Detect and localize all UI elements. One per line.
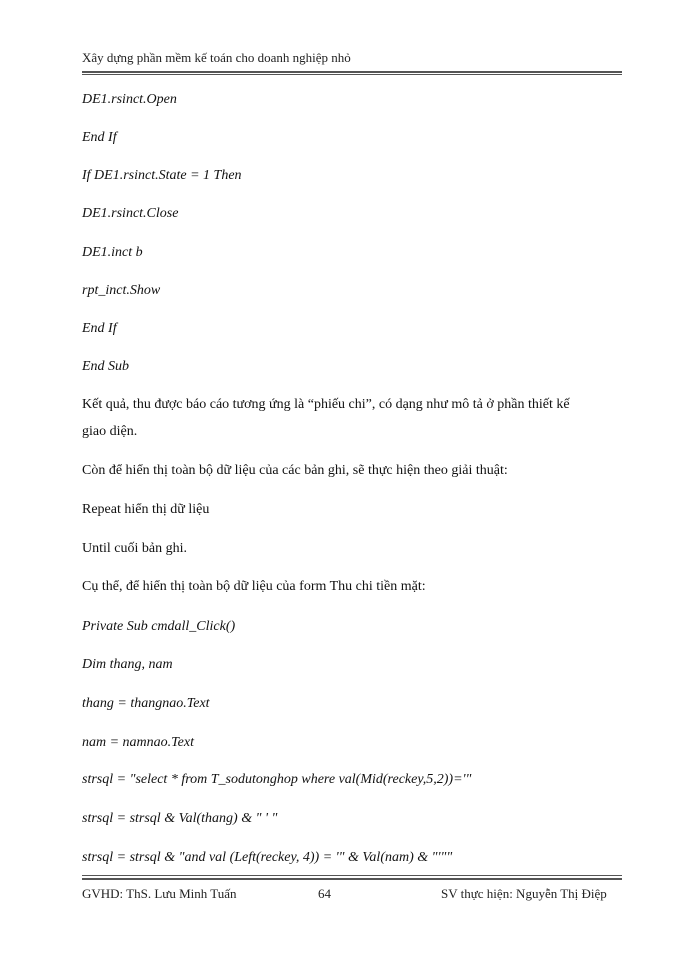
body-line: thang = thangnao.Text xyxy=(82,696,210,711)
body-line: If DE1.rsinct.State = 1 Then xyxy=(82,168,242,183)
body-line: strsql = strsql & Val(thang) & " ' " xyxy=(82,811,278,826)
body-line: DE1.inct b xyxy=(82,245,143,260)
body-line: End If xyxy=(82,321,117,336)
footer-student: SV thực hiện: Nguyễn Thị Điệp xyxy=(441,886,607,901)
body-line: Dim thang, nam xyxy=(82,657,173,672)
page-header-title: Xây dựng phần mềm kế toán cho doanh nghiệp nhỏ xyxy=(82,50,351,65)
body-line: strsql = "select * from T_sodutonghop where val(Mid(reckey,5,2))='" xyxy=(82,772,472,787)
header-divider xyxy=(82,71,622,75)
body-line: Private Sub cmdall_Click() xyxy=(82,619,236,634)
body-line: Repeat hiển thị dữ liệu xyxy=(82,502,210,517)
body-line: strsql = strsql & "and val (Left(reckey, 4)) = '" & Val(nam) & "'"" xyxy=(82,850,453,865)
body-line: rpt_inct.Show xyxy=(82,283,161,298)
body-line: End If xyxy=(82,130,117,145)
body-line: DE1.rsinct.Open xyxy=(82,92,177,107)
body-line: Until cuối bản ghi. xyxy=(82,541,187,556)
footer-advisor: GVHD: ThS. Lưu Minh Tuấn xyxy=(82,886,237,901)
body-line: Cụ thể, để hiển thị toàn bộ dữ liệu của form Thu chi tiền mặt: xyxy=(82,579,426,594)
body-line: DE1.rsinct.Close xyxy=(82,206,179,221)
body-line: Còn để hiển thị toàn bộ dữ liệu của các bản ghi, sẽ thực hiện theo giải thuật: xyxy=(82,463,508,478)
body-line: Kết quả, thu được báo cáo tương ứng là “phiếu chi”, có dạng như mô tả ở phần thiết kế xyxy=(82,397,570,412)
body-line: End Sub xyxy=(82,359,130,374)
body-line: giao diện. xyxy=(82,424,138,439)
page-number: 64 xyxy=(318,886,331,901)
footer-divider xyxy=(82,875,622,880)
body-line: nam = namnao.Text xyxy=(82,735,194,750)
